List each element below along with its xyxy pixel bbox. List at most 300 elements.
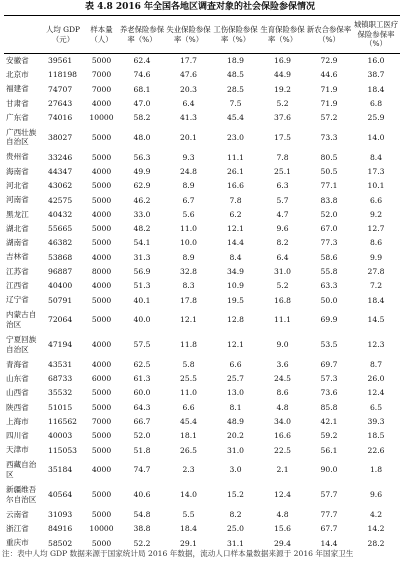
- cell-maternity: 34.0: [274, 417, 291, 427]
- table-row: [4, 293, 400, 307]
- cell-medical: 9.2: [369, 209, 383, 219]
- cell-maternity: 3.6: [276, 359, 289, 369]
- cell-injury: 23.0: [227, 132, 244, 142]
- cell-pension: 54.8: [133, 509, 151, 519]
- cell-injury: 15.2: [227, 490, 244, 500]
- cell-injury: 13.0: [227, 388, 244, 398]
- cell-medical: 18.4: [367, 295, 385, 305]
- cell-unemployment: 8.9: [182, 252, 195, 262]
- header-ncms: 新农合参保率（%）: [306, 24, 352, 44]
- cell-gdp: 33246: [48, 152, 73, 162]
- cell-pension: 74.7: [133, 465, 151, 475]
- cell-sample: 5000: [91, 152, 112, 162]
- cell-ncms: 67.7: [320, 524, 338, 534]
- cell-maternity: 4.7: [276, 209, 289, 219]
- cell-unemployment: 47.6: [180, 70, 197, 80]
- cell-gdp: 40400: [48, 281, 73, 291]
- cell-unemployment: 12.1: [180, 315, 197, 325]
- cell-unemployment: 32.8: [180, 267, 197, 276]
- cell-sample: 10000: [89, 524, 114, 534]
- table-row: [4, 400, 400, 414]
- cell-pension: 51.3: [133, 281, 151, 291]
- cell-gdp: 74707: [48, 84, 73, 94]
- cell-injury: 20.2: [227, 431, 244, 441]
- cell-injury: 8.1: [229, 402, 242, 412]
- cell-ncms: 57.7: [320, 490, 338, 500]
- cell-region: 重庆市: [6, 538, 29, 548]
- cell-region: 云南省: [6, 509, 29, 519]
- cell-injury: 25.7: [227, 374, 244, 384]
- cell-unemployment: 17.8: [180, 295, 197, 305]
- cell-pension: 52.0: [133, 431, 151, 441]
- cell-injury: 7.5: [229, 99, 242, 109]
- cell-maternity: 5.2: [276, 281, 289, 291]
- cell-gdp: 31093: [48, 509, 73, 519]
- cell-ncms: 71.9: [320, 84, 338, 94]
- cell-injury: 16.6: [227, 181, 244, 191]
- cell-medical: 7.2: [369, 281, 383, 291]
- cell-injury: 10.9: [227, 281, 244, 291]
- cell-medical: 25.9: [367, 113, 385, 123]
- cell-sample: 6000: [91, 374, 112, 384]
- cell-ncms: 69.9: [320, 315, 338, 325]
- cell-medical: 38.7: [367, 70, 385, 80]
- cell-unemployment: 6.6: [182, 402, 195, 412]
- table-row: [4, 482, 400, 507]
- cell-pension: 31.3: [133, 252, 151, 262]
- table-row: [4, 193, 400, 207]
- cell-sample: 5000: [91, 509, 112, 519]
- header-pension: 养老保险参保率（%）: [119, 24, 165, 44]
- cell-sample: 5000: [91, 238, 112, 248]
- cell-medical: 12.4: [367, 388, 385, 398]
- cell-sample: 5000: [91, 490, 112, 500]
- cell-ncms: 77.1: [320, 181, 338, 191]
- cell-ncms: 69.7: [320, 359, 338, 369]
- cell-gdp: 42575: [48, 195, 73, 205]
- cell-pension: 33.0: [133, 209, 151, 219]
- cell-maternity: 25.1: [274, 166, 291, 176]
- cell-maternity: 37.6: [274, 113, 291, 123]
- cell-pension: 51.8: [133, 445, 151, 455]
- cell-sample: 5000: [91, 445, 112, 455]
- table-row: [4, 54, 400, 68]
- cell-injury: 6.6: [229, 359, 242, 369]
- table-row: [4, 96, 400, 110]
- cell-medical: 9.6: [369, 490, 383, 500]
- cell-ncms: 58.6: [320, 252, 338, 262]
- cell-sample: 4000: [91, 166, 112, 176]
- cell-injury: 7.8: [229, 195, 242, 205]
- cell-injury: 28.5: [227, 84, 244, 94]
- cell-medical: 22.6: [367, 445, 385, 455]
- cell-sample: 4000: [91, 99, 112, 109]
- cell-maternity: 6.3: [276, 181, 289, 191]
- cell-gdp: 40003: [48, 431, 73, 441]
- cell-region: 新疆维吾尔自治区: [6, 485, 37, 504]
- cell-ncms: 90.0: [320, 465, 338, 475]
- cell-maternity: 2.1: [276, 465, 289, 475]
- table-header: [4, 16, 400, 54]
- cell-maternity: 15.6: [274, 524, 291, 534]
- cell-ncms: 50.5: [320, 166, 338, 176]
- cell-unemployment: 25.5: [180, 374, 197, 384]
- insurance-table: [4, 15, 400, 550]
- cell-medical: 18.4: [367, 84, 385, 94]
- cell-ncms: 50.0: [320, 295, 338, 305]
- cell-injury: 48.5: [227, 70, 244, 80]
- cell-gdp: 68733: [48, 374, 73, 384]
- table-row: [4, 386, 400, 400]
- cell-region: 安徽省: [6, 56, 29, 66]
- cell-sample: 5000: [91, 295, 112, 305]
- cell-ncms: 52.0: [320, 209, 338, 219]
- cell-maternity: 9.0: [276, 340, 289, 350]
- cell-region: 西藏自治区: [6, 460, 37, 479]
- cell-maternity: 12.4: [274, 490, 291, 500]
- cell-maternity: 8.6: [276, 388, 289, 398]
- cell-medical: 10.1: [367, 181, 385, 191]
- cell-gdp: 44347: [48, 166, 73, 176]
- cell-sample: 5000: [91, 315, 112, 325]
- cell-unemployment: 14.0: [180, 490, 197, 500]
- table-row: [4, 68, 400, 82]
- header-medical: 城镇职工医疗保险参保率（%）: [353, 20, 399, 49]
- cell-region: 四川省: [6, 431, 29, 441]
- cell-sample: 5000: [91, 431, 112, 441]
- cell-region: 河北省: [6, 180, 29, 190]
- cell-unemployment: 20.1: [180, 132, 197, 142]
- table-note: 注：表中人均 GDP 数据来源于国家统计局 2016 年数据，流动人口样本量数据来源于 2016 年国家卫生: [2, 549, 354, 558]
- cell-injury: 31.1: [227, 538, 244, 548]
- cell-maternity: 8.2: [276, 238, 289, 248]
- table-row: [4, 429, 400, 443]
- table-row: [4, 507, 400, 521]
- cell-injury: 11.1: [227, 152, 244, 162]
- cell-gdp: 55665: [48, 224, 73, 234]
- cell-unemployment: 17.7: [180, 56, 197, 66]
- cell-maternity: 16.6: [274, 431, 291, 441]
- cell-gdp: 46382: [48, 238, 73, 248]
- cell-medical: 9.9: [369, 252, 383, 262]
- cell-pension: 60.0: [133, 388, 151, 398]
- cell-maternity: 11.1: [274, 315, 291, 325]
- cell-region: 宁夏回族自治区: [6, 335, 37, 354]
- table-row: [4, 125, 400, 150]
- cell-gdp: 118198: [48, 70, 77, 80]
- cell-unemployment: 11.8: [180, 340, 197, 350]
- cell-sample: 5000: [91, 538, 112, 548]
- cell-sample: 5000: [91, 195, 112, 205]
- table-row: [4, 164, 400, 178]
- cell-region: 青海省: [6, 359, 29, 369]
- cell-unemployment: 8.9: [182, 181, 195, 191]
- cell-sample: 5000: [91, 132, 112, 142]
- cell-pension: 40.1: [133, 295, 151, 305]
- cell-medical: 14.2: [367, 524, 385, 534]
- cell-sample: 5000: [91, 402, 112, 412]
- table-row: [4, 207, 400, 221]
- cell-gdp: 51015: [48, 402, 73, 412]
- cell-sample: 4000: [91, 465, 112, 475]
- cell-ncms: 71.9: [320, 99, 338, 109]
- cell-maternity: 6.4: [276, 252, 289, 262]
- cell-pension: 66.7: [133, 417, 151, 427]
- cell-unemployment: 9.3: [182, 152, 195, 162]
- cell-gdp: 43531: [48, 359, 73, 369]
- cell-injury: 25.0: [227, 524, 244, 534]
- cell-pension: 61.3: [133, 374, 151, 384]
- cell-gdp: 40564: [48, 490, 73, 500]
- cell-ncms: 72.9: [320, 56, 338, 66]
- cell-ncms: 56.1: [320, 445, 338, 455]
- cell-unemployment: 29.1: [180, 538, 197, 548]
- cell-injury: 31.0: [227, 445, 244, 455]
- cell-unemployment: 2.3: [182, 465, 195, 475]
- header-maternity: 生育保险参保率（%）: [260, 24, 305, 44]
- cell-region: 北京市: [6, 70, 29, 80]
- cell-pension: 47.0: [133, 99, 151, 109]
- cell-gdp: 53868: [48, 252, 73, 262]
- cell-injury: 45.4: [227, 113, 244, 123]
- cell-unemployment: 6.7: [182, 195, 195, 205]
- cell-ncms: 53.5: [320, 340, 338, 350]
- cell-pension: 74.6: [133, 70, 151, 80]
- cell-maternity: 44.9: [274, 70, 291, 80]
- cell-gdp: 47194: [48, 340, 73, 350]
- cell-sample: 4000: [91, 252, 112, 262]
- cell-medical: 14.5: [367, 315, 385, 325]
- cell-region: 黑龙江: [6, 209, 29, 219]
- cell-unemployment: 18.4: [180, 524, 197, 534]
- cell-unemployment: 6.4: [182, 99, 195, 109]
- cell-gdp: 74016: [48, 113, 73, 123]
- cell-maternity: 22.5: [274, 445, 291, 455]
- cell-medical: 8.6: [369, 238, 383, 248]
- cell-medical: 6.6: [369, 195, 383, 205]
- cell-injury: 12.8: [227, 315, 244, 325]
- table-row: [4, 279, 400, 293]
- cell-ncms: 55.8: [320, 267, 338, 276]
- cell-ncms: 67.0: [320, 224, 338, 234]
- cell-sample: 8000: [91, 267, 112, 276]
- cell-unemployment: 26.5: [180, 445, 197, 455]
- cell-ncms: 85.8: [320, 402, 338, 412]
- cell-unemployment: 8.3: [182, 281, 195, 291]
- cell-region: 广东省: [6, 113, 29, 123]
- cell-ncms: 57.3: [320, 374, 338, 384]
- cell-sample: 10000: [89, 113, 114, 123]
- table-row: [4, 264, 400, 278]
- cell-injury: 3.0: [229, 465, 242, 475]
- cell-region: 贵州省: [6, 152, 29, 162]
- cell-maternity: 31.0: [274, 267, 291, 276]
- cell-injury: 14.4: [227, 238, 244, 248]
- cell-sample: 4000: [91, 281, 112, 291]
- header-sample: 样本量（人）: [90, 24, 113, 44]
- cell-region: 江苏省: [6, 266, 29, 276]
- cell-unemployment: 11.0: [180, 388, 197, 398]
- table-row: [4, 357, 400, 371]
- cell-medical: 12.7: [367, 224, 385, 234]
- header-injury: 工伤保险参保率（%）: [213, 24, 258, 44]
- table-row: [4, 522, 400, 536]
- cell-ncms: 83.8: [320, 195, 338, 205]
- cell-sample: 4000: [91, 340, 112, 350]
- cell-maternity: 5.2: [276, 99, 289, 109]
- cell-ncms: 59.2: [320, 431, 338, 441]
- header-region: [4, 16, 42, 54]
- cell-medical: 28.2: [367, 538, 385, 548]
- cell-region: 海南省: [6, 166, 29, 176]
- cell-pension: 62.9: [133, 181, 151, 191]
- table-row: [4, 443, 400, 457]
- cell-maternity: 17.5: [274, 132, 291, 142]
- cell-pension: 64.3: [133, 402, 151, 412]
- cell-injury: 8.2: [229, 509, 242, 519]
- cell-pension: 56.3: [133, 152, 151, 162]
- cell-region: 上海市: [6, 416, 29, 426]
- header-unemployment: 失业保险参保率（%）: [166, 24, 211, 44]
- cell-medical: 6.8: [369, 99, 383, 109]
- cell-unemployment: 24.8: [180, 166, 197, 176]
- cell-unemployment: 5.8: [182, 359, 195, 369]
- cell-maternity: 9.6: [276, 224, 289, 234]
- cell-gdp: 116562: [48, 417, 77, 427]
- cell-region: 浙江省: [6, 524, 29, 534]
- cell-gdp: 35184: [48, 465, 73, 475]
- cell-pension: 38.8: [133, 524, 151, 534]
- cell-ncms: 77.3: [320, 238, 338, 248]
- cell-maternity: 4.8: [276, 509, 289, 519]
- cell-unemployment: 41.3: [180, 113, 197, 123]
- table-row: [4, 111, 400, 125]
- cell-medical: 8.7: [369, 359, 383, 369]
- cell-medical: 8.4: [369, 152, 383, 162]
- cell-pension: 48.2: [133, 224, 151, 234]
- cell-sample: 7000: [91, 70, 112, 80]
- cell-unemployment: 5.5: [182, 509, 195, 519]
- cell-pension: 52.2: [133, 538, 151, 548]
- cell-region: 甘肃省: [6, 98, 29, 108]
- cell-medical: 39.3: [367, 417, 385, 427]
- cell-ncms: 44.6: [320, 70, 338, 80]
- cell-region: 内蒙古自治区: [6, 310, 37, 329]
- cell-region: 广西壮族自治区: [6, 127, 37, 147]
- cell-medical: 27.8: [367, 267, 385, 276]
- cell-region: 吉林省: [6, 252, 29, 262]
- cell-medical: 26.0: [367, 374, 385, 384]
- cell-medical: 14.0: [367, 132, 385, 142]
- table-row: [4, 332, 400, 357]
- cell-maternity: 4.8: [276, 402, 289, 412]
- cell-unemployment: 18.1: [180, 431, 197, 441]
- cell-gdp: 72064: [48, 315, 73, 325]
- cell-medical: 16.0: [367, 56, 385, 66]
- cell-region: 天津市: [6, 445, 29, 455]
- cell-region: 湖南省: [6, 238, 29, 248]
- cell-ncms: 57.2: [320, 113, 338, 123]
- cell-pension: 62.5: [133, 359, 151, 369]
- cell-gdp: 58502: [48, 538, 73, 548]
- cell-medical: 1.8: [369, 465, 383, 475]
- cell-medical: 4.2: [369, 509, 383, 519]
- cell-unemployment: 45.4: [180, 417, 197, 427]
- cell-pension: 62.4: [133, 56, 151, 66]
- table-row: [4, 250, 400, 264]
- cell-maternity: 16.8: [274, 295, 291, 305]
- cell-ncms: 73.6: [320, 388, 338, 398]
- cell-ncms: 77.7: [320, 509, 338, 519]
- cell-injury: 26.1: [227, 166, 244, 176]
- cell-gdp: 50791: [48, 295, 73, 305]
- cell-medical: 17.3: [367, 166, 385, 176]
- cell-injury: 8.4: [229, 252, 242, 262]
- cell-pension: 48.0: [133, 132, 151, 142]
- table-row: [4, 221, 400, 235]
- table-row: [4, 236, 400, 250]
- cell-sample: 4000: [91, 209, 112, 219]
- cell-medical: 6.5: [369, 402, 383, 412]
- table-row: [4, 307, 400, 332]
- cell-injury: 19.5: [227, 295, 244, 305]
- cell-region: 山东省: [6, 373, 29, 383]
- cell-region: 江西省: [6, 281, 29, 291]
- cell-region: 河南省: [6, 195, 29, 205]
- cell-injury: 12.1: [227, 224, 244, 234]
- cell-injury: 18.9: [227, 56, 244, 66]
- cell-gdp: 35532: [48, 388, 73, 398]
- cell-pension: 58.2: [133, 113, 151, 123]
- cell-maternity: 7.8: [276, 152, 289, 162]
- cell-injury: 6.2: [229, 209, 242, 219]
- cell-maternity: 5.7: [276, 195, 289, 205]
- cell-gdp: 38027: [48, 132, 73, 142]
- cell-pension: 49.9: [133, 166, 151, 176]
- cell-pension: 40.0: [133, 315, 151, 325]
- cell-injury: 48.9: [227, 417, 244, 427]
- cell-region: 山西省: [6, 388, 29, 398]
- cell-unemployment: 5.6: [182, 209, 195, 219]
- cell-sample: 5000: [91, 224, 112, 234]
- cell-pension: 46.2: [133, 195, 151, 205]
- table-row: [4, 82, 400, 96]
- cell-injury: 34.9: [227, 267, 244, 276]
- cell-injury: 12.1: [227, 340, 244, 350]
- cell-region: 湖北省: [6, 223, 29, 233]
- cell-ncms: 73.3: [320, 132, 338, 142]
- cell-unemployment: 11.0: [180, 224, 197, 234]
- cell-maternity: 24.5: [274, 374, 291, 384]
- cell-sample: 5000: [91, 56, 112, 66]
- cell-gdp: 115053: [48, 445, 77, 455]
- cell-pension: 56.9: [133, 267, 151, 276]
- cell-pension: 40.6: [133, 490, 151, 500]
- cell-maternity: 29.4: [274, 538, 291, 548]
- cell-medical: 18.5: [367, 431, 385, 441]
- cell-sample: 7000: [91, 417, 112, 427]
- cell-gdp: 84916: [48, 524, 73, 534]
- table-row: [4, 414, 400, 428]
- cell-sample: 4000: [91, 359, 112, 369]
- cell-ncms: 80.5: [320, 152, 338, 162]
- table-caption: 表 4.8 2016 年全国各地区调查对象的社会保险参保情况: [84, 2, 316, 12]
- header-gdp: 人均 GDP（元）: [46, 24, 80, 44]
- table-row: [4, 150, 400, 164]
- cell-maternity: 19.2: [274, 84, 291, 94]
- cell-gdp: 96887: [48, 267, 73, 276]
- cell-unemployment: 10.0: [180, 238, 197, 248]
